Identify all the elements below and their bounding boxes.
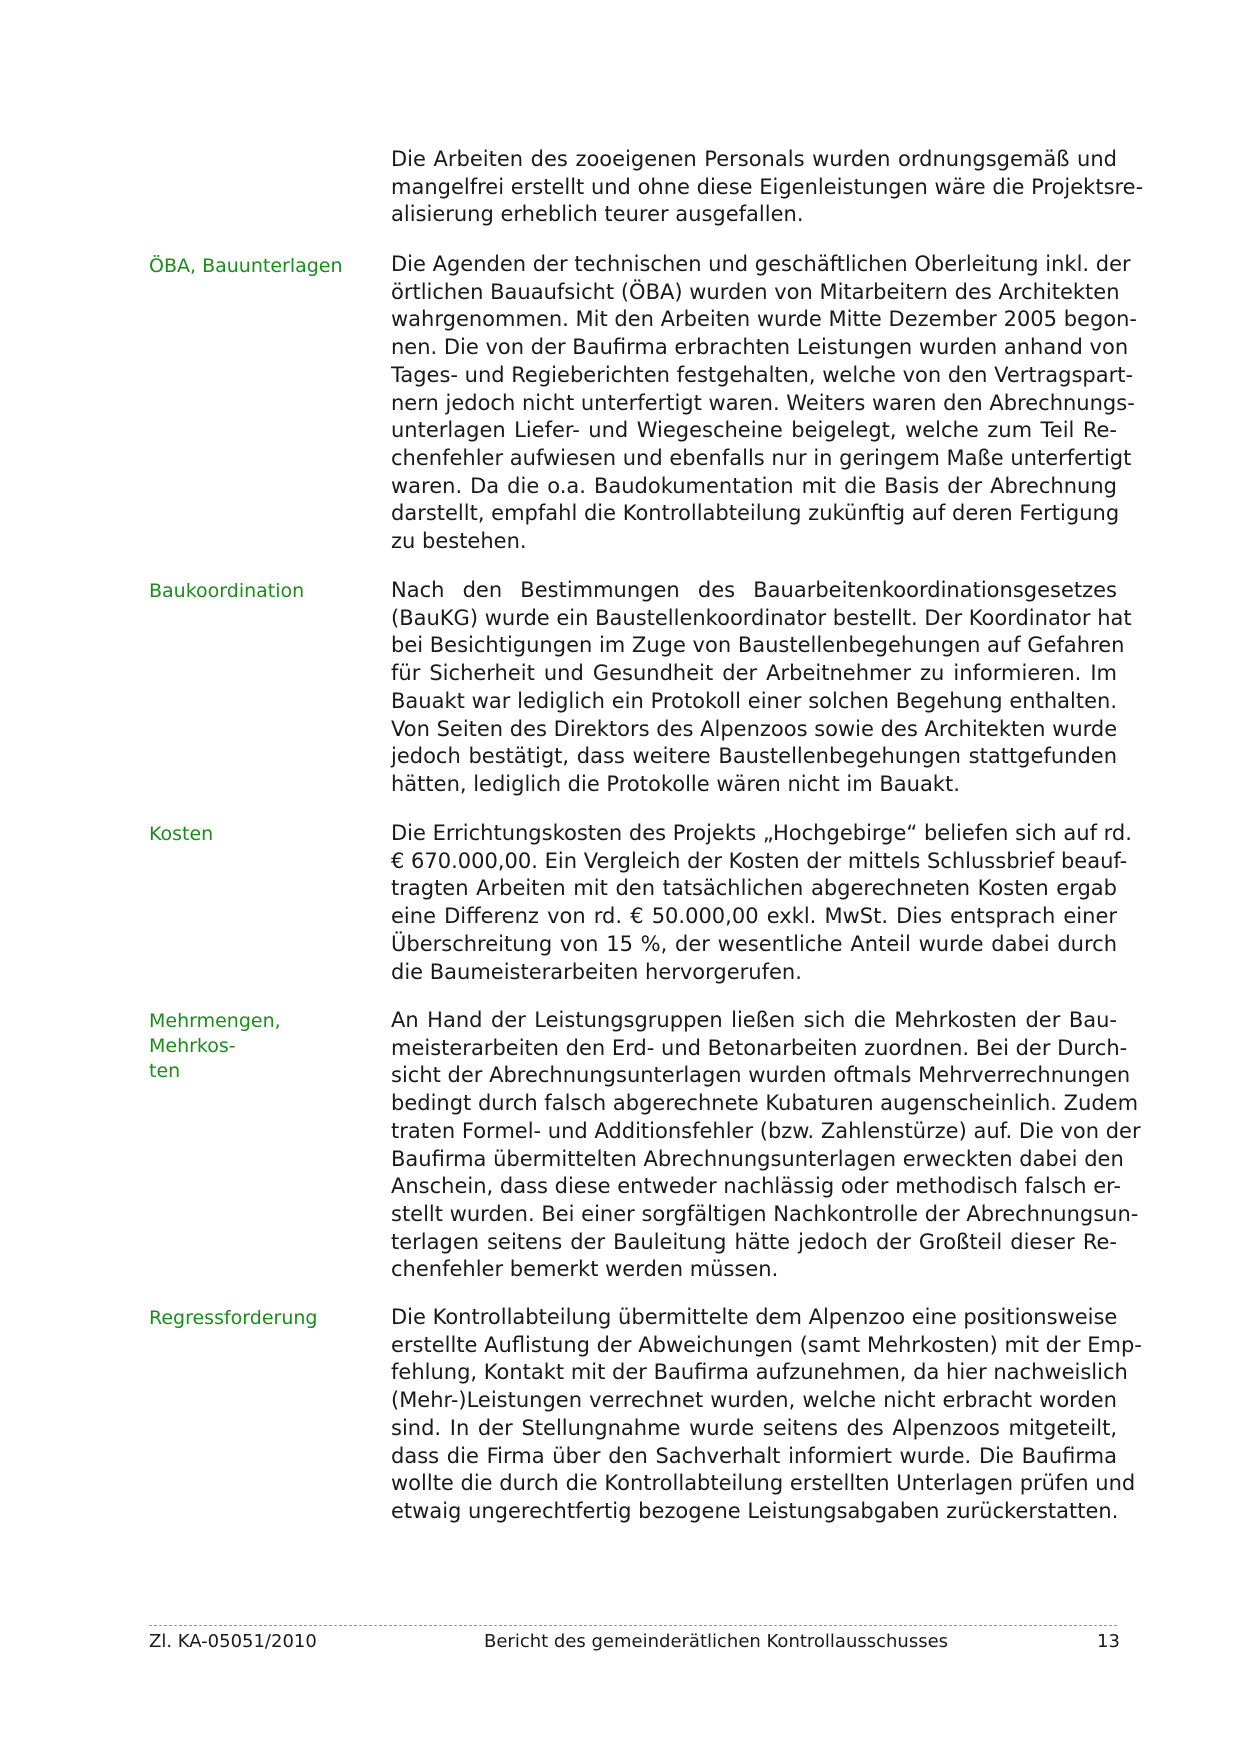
paragraph — [391, 577, 1132, 799]
document-reference: Zl. KA-05051/2010 — [149, 1631, 317, 1652]
text-line: traten Formel- und Additionsfehler (bzw. Zahlenstürze) auf. Die von der — [391, 1118, 1141, 1143]
margin-heading: ÖBA, Bauunterlagen — [149, 255, 343, 277]
text-line: bedingt durch falsch abgerechnete Kubaturen augenscheinlich. Zudem — [391, 1091, 1139, 1116]
paragraph — [391, 1304, 1142, 1526]
text-line: (BauKG) wurde ein Baustellenkoordinator bestellt. Der Koordinator hat — [391, 605, 1132, 630]
text-line: bei Besichtigungen im Zuge von Baustellenbegehungen auf Gefahren — [391, 633, 1125, 658]
text-line: erstellte Auflistung der Abweichungen (samt Mehrkosten) mit der Emp- — [391, 1332, 1142, 1357]
page-number: 13 — [1097, 1631, 1120, 1652]
paragraph — [391, 251, 1138, 556]
text-line: terlagen seitens der Bauleitung hätte jedoch der Großteil dieser Re- — [391, 1229, 1117, 1254]
margin-heading: Regressforderung — [149, 1307, 318, 1329]
text-line: sicht der Abrechnungsunterlagen wurden oftmals Mehrverrechnungen — [391, 1063, 1131, 1088]
text-line: chenfehler aufwiesen und ebenfalls nur in geringem Maße unterfertigt — [391, 445, 1132, 470]
text-line: meisterarbeiten den Erd- und Betonarbeiten zuordnen. Bei der Durch- — [391, 1035, 1128, 1060]
text-line: Nach den Bestimmungen des Bauarbeitenkoordinationsgesetzes — [391, 578, 1117, 602]
text-line: Die Arbeiten des zooeigenen Personals wurden ordnungsgemäß und — [391, 147, 1117, 171]
text-line: für Sicherheit und Gesundheit der Arbeitnehmer zu informieren. Im — [391, 661, 1117, 686]
text-line: Anschein, dass diese entweder nachlässig oder methodisch falsch er- — [391, 1174, 1122, 1199]
text-line: wahrgenommen. Mit den Arbeiten wurde Mitte Dezember 2005 begon- — [391, 307, 1138, 332]
text-line: Tages- und Regieberichten festgehalten, welche von den Vertragspart- — [391, 362, 1134, 387]
text-line: dass die Firma über den Sachverhalt informiert wurde. Die Baufirma — [391, 1443, 1117, 1468]
paragraph — [391, 820, 1132, 986]
text-line: alisierung erheblich teurer ausgefallen. — [391, 202, 804, 227]
text-line: die Baumeisterarbeiten hervorgerufen. — [391, 959, 802, 984]
text-line: nern jedoch nicht unterfertigt waren. Weiters waren den Abrechnungs- — [391, 390, 1135, 415]
margin-heading: Baukoordination — [149, 580, 305, 602]
text-line: Bauakt war lediglich ein Protokoll einer solchen Begehung enthalten. — [391, 688, 1117, 713]
text-line: mangelfrei erstellt und ohne diese Eigenleistungen wäre die Projektsre- — [391, 174, 1144, 199]
text-line: Von Seiten des Direktors des Alpenzoos sowie des Architekten wurde — [391, 716, 1118, 741]
text-line: waren. Da die o.a. Baudokumentation mit die Basis der Abrechnung — [391, 473, 1117, 498]
text-line: örtlichen Bauaufsicht (ÖBA) wurden von Mitarbeitern des Architekten — [391, 279, 1120, 304]
text-line: (Mehr-)Leistungen verrechnet wurden, welche nicht erbracht worden — [391, 1388, 1117, 1413]
text-line: wollte die durch die Kontrollabteilung erstellten Unterlagen prüfen und — [391, 1471, 1136, 1496]
text-line: jedoch bestätigt, dass weitere Baustellenbegehungen stattgefunden — [391, 744, 1117, 769]
text-line: Baufirma übermittelten Abrechnungsunterlagen erweckten dabei den — [391, 1146, 1124, 1171]
text-line: chenfehler bemerkt werden müssen. — [391, 1257, 779, 1282]
text-line: stellt wurden. Bei einer sorgfältigen Nachkontrolle der Abrechnungsun- — [391, 1201, 1139, 1226]
paragraph — [391, 1007, 1141, 1284]
text-line: € 670.000,00. Ein Vergleich der Kosten der mittels Schlussbrief beauf- — [391, 848, 1128, 873]
text-line: An Hand der Leistungsgruppen ließen sich die Mehrkosten der Bau- — [391, 1008, 1117, 1032]
paragraph — [391, 146, 1144, 229]
margin-heading: Kosten — [149, 823, 214, 845]
text-line: Die Agenden der technischen und geschäftlichen Oberleitung inkl. der — [391, 252, 1131, 276]
text-line: unterlagen Liefer- und Wiegescheine beigelegt, welche zum Teil Re- — [391, 418, 1117, 443]
text-line: hätten, lediglich die Protokolle wären nicht im Bauakt. — [391, 771, 960, 796]
text-line: eine Differenz von rd. € 50.000,00 exkl. MwSt. Dies entsprach einer — [391, 904, 1117, 929]
text-line: darstellt, empfahl die Kontrollabteilung zukünftig auf deren Fertigung — [391, 501, 1120, 526]
footer-divider — [149, 1625, 1117, 1626]
text-line: zu bestehen. — [391, 529, 527, 554]
text-line: etwaig ungerechtfertig bezogene Leistungsabgaben zurückerstatten. — [391, 1498, 1119, 1523]
text-line: Überschreitung von 15 %, der wesentliche Anteil wurde dabei durch — [391, 931, 1117, 956]
margin-heading: Mehrmengen, Mehrkos- ten — [149, 1010, 281, 1082]
text-line: sind. In der Stellungnahme wurde seitens des Alpenzoos mitgeteilt, — [391, 1415, 1117, 1440]
text-line: Die Kontrollabteilung übermittelte dem Alpenzoo eine positionsweise — [391, 1305, 1118, 1329]
footer-title: Bericht des gemeinderätlichen Kontrollausschusses — [484, 1631, 949, 1652]
text-line: tragten Arbeiten mit den tatsächlichen abgerechneten Kosten ergab — [391, 876, 1117, 901]
text-line: fehlung, Kontakt mit der Baufirma aufzunehmen, da hier nachweislich — [391, 1360, 1128, 1385]
text-line: nen. Die von der Baufirma erbrachten Leistungen wurden anhand von — [391, 335, 1129, 360]
text-line: Die Errichtungskosten des Projekts „Hochgebirge“ beliefen sich auf rd. — [391, 821, 1132, 845]
